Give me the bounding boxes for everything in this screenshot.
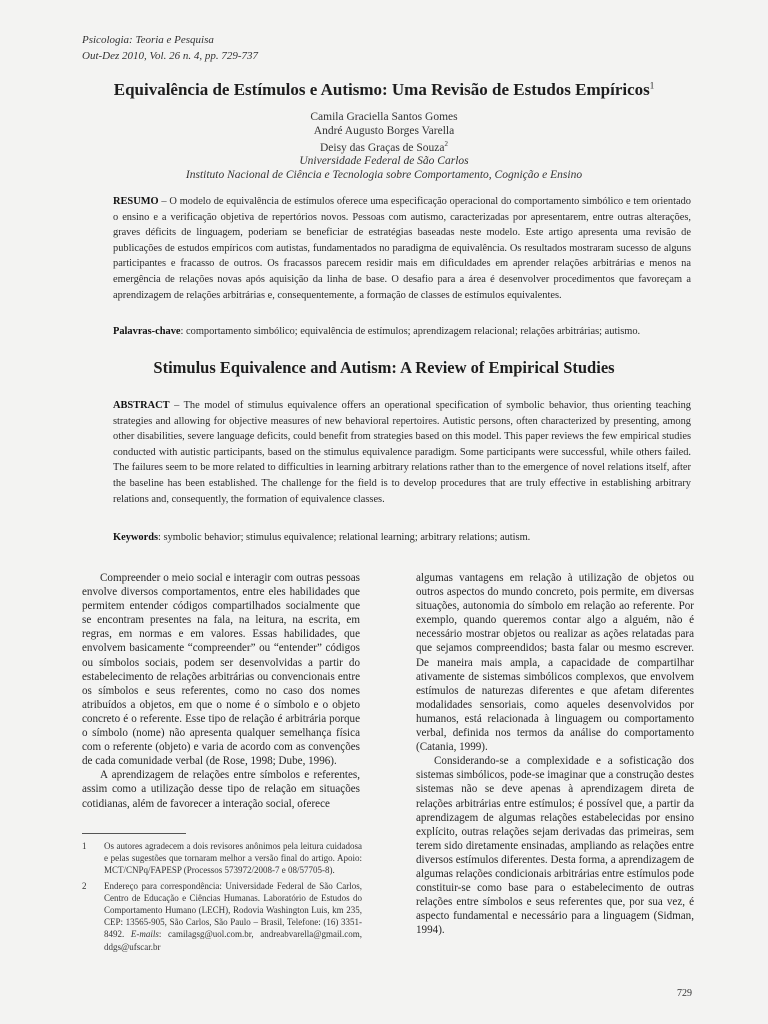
palavras-chave-text: : comportamento simbólico; equivalência de estímulos; aprendizagem relacional; relações arbitrárias; autismo. (180, 326, 641, 337)
footnote-text: Os autores agradecem a dois revisores anônimos pela leitura cuidadosa e pelas sugestões que tornaram melhor a versão final do artigo. Apoio: MCT/CNPq/FAPESP (Processos 573972/2008-7 e 08/57705-8). (104, 841, 362, 876)
resumo (113, 194, 691, 303)
page-number: 729 (677, 988, 692, 999)
institute: Instituto Nacional de Ciência e Tecnologia sobre Comportamento, Cognição e Ensino (185, 168, 583, 181)
body-column-left (82, 571, 360, 811)
footnote-number: 1 (82, 841, 87, 851)
abstract-label: ABSTRACT (113, 400, 170, 411)
keywords (113, 530, 691, 546)
footnote-text (104, 880, 362, 953)
body-paragraph: Compreender o meio social e interagir com outras pessoas envolve diversos comportamentos, entre eles habilidades que permitem entender códigos compartilhados socialmente que se encontram presentes na fala, na leitura, na escrita, em regras, em normas e em valores. Essas habilidades, que envolvem basicamente “compreender” ou “entender” códigos ou símbolos sociais, podem ser desenvolvidas a partir do estabelecimento de relações arbitrárias ou convencionais entre os símbolos e seus referentes, como no caso dos nomes atribuídos a objetos, em que o nome é o símbolo e o objeto concreto é o referente. Esse tipo de relação é arbitrária porque o símbolo (nome) não apresenta qualquer semelhança física com o referente (objeto) e varia de acordo com as convenções de cada comunidade verbal (de Rose, 1998; Dube, 1996). (82, 572, 360, 768)
author-2: André Augusto Borges Varella (313, 124, 455, 137)
author-block (60, 111, 708, 182)
footnote-number: 2 (82, 880, 87, 891)
author-3-name: Deisy das Graças de Souza (319, 141, 445, 154)
email-label: E-mails (130, 929, 159, 940)
author-3 (60, 138, 708, 155)
keywords-label: Keywords (113, 532, 159, 543)
article-title-en: Stimulus Equivalence and Autism: A Review of Empirical Studies (153, 358, 615, 377)
abstract (113, 398, 691, 507)
body-paragraph: A aprendizagem de relações entre símbolos e referentes, assim como a utilização desse tipo de relação em situações cotidianas, além de favorecer a interação social, oferece (82, 769, 360, 810)
footnote-divider (82, 833, 186, 834)
email-addresses: : camilagsg@uol.com.br, andreabvarella@gmail.com, ddgs@ufscar.br (104, 929, 363, 952)
journal-name: Psicologia: Teoria e Pesquisa (82, 34, 214, 46)
resumo-label: RESUMO (113, 196, 159, 207)
author-3-footnote-marker: 2 (444, 140, 449, 148)
journal-header (82, 32, 258, 64)
body-column-right (416, 571, 694, 937)
title-pt-text: Equivalência de Estímulos e Autismo: Uma Revisão de Estudos Empíricos (113, 80, 650, 99)
journal-issue: Out-Dez 2010, Vol. 26 n. 4, pp. 729-737 (82, 50, 258, 62)
body-paragraph: algumas vantagens em relação à utilização de objetos ou outros aspectos do mundo concreto, pois permite, em diversas situações, autonomia do símbolo em relação ao referente. Por exemplo, quando queremos contar algo a alguém, não é necessário mostrar objetos ou realizar as ações relatadas para que sejamos compreendidos; basta falar ou mesmo escrever. De maneira mais ampla, a capacidade de compartilhar ativamente de sistemas simbólicos complexos, que envolvem estímulos de naturezas diferentes e que afetam diferentes modalidades sensoriais, como aqueles desenvolvidos por humanos, está relacionada à linguagem ou comportamento verbal, definida nos termos da análise do comportamento (Catania, 1999). (416, 572, 694, 754)
footnote-2 (82, 880, 362, 953)
title-footnote-marker: 1 (649, 80, 655, 91)
resumo-text: – O modelo de equivalência de estímulos oferece uma especificação operacional do comportamento simbólico e tem orientado o ensino e a verificação objetiva de repertórios novos. Pessoas com autismo, caracterizadas por apresentarem, entre outras alterações, graves déficits de linguagem, poderiam se beneficiar de estratégias baseadas neste modelo. Este artigo apresenta uma revisão de publicações de estudos empíricos com autistas, fundamentados no paradigma de equivalência. Os resultados mostraram sucesso de alguns participantes e fracasso de outros. Os fracassos parecem residir mais em dificuldades em aprender relações arbitrárias e menos na emergência de relações novas após aquisição da linha de base. O desafio para a área é desenvolver procedimentos que favoreçam a aprendizagem de relações arbitrárias e, consequentemente, a formação de classes de estímulos equivalentes. (113, 196, 691, 301)
footnotes (82, 840, 362, 956)
palavras-chave-label: Palavras-chave (113, 326, 181, 337)
keywords-text: : symbolic behavior; stimulus equivalence; relational learning; arbitrary relations; autism. (158, 532, 531, 543)
body-paragraph: Considerando-se a complexidade e a sofisticação dos sistemas simbólicos, pode-se imaginar que a construção destes sistemas não se deve apenas à aprendizagem direta de relações arbitrárias entre estímulos; é possível que, a partir da aprendizagem de algumas relações estabelecidas por ensino explícito, outras relações sejam derivadas das primeiras, sem terem sido diretamente ensinadas, ampliando as relações entre diversos estímulos diferentes. Desta forma, a aprendizagem de algumas relações condicionais arbitrárias entre estímulos pode constituir-se como base para o estabelecimento de outras relações entre símbolos e seus referentes que, por sua vez, é aspecto fundamental e necessário para a linguagem (Sidman, 1994). (416, 755, 694, 937)
university: Universidade Federal de São Carlos (299, 155, 469, 168)
author-1: Camila Graciella Santos Gomes (310, 111, 458, 123)
footnote-address: Endereço para correspondência: Universidade Federal de São Carlos, Centro de Educação e Ciências Humanas. Laboratório de Estudos do Comportamento Humano (LECH), Rodovia Washington Luis, km 235, CEP: 13565-905, São Carlos, São Paulo – Brasil, Telefone: (16) 3351-8492. (104, 880, 362, 940)
footnote-1 (82, 840, 362, 877)
abstract-text: – The model of stimulus equivalence offers an operational specification of symbolic behavior, thus orienting teaching strategies and allowing for objective measures of new behavioral repertoires. Autistic persons, often characterized by presenting, among other disabilities, severe language deficits, could benefit from strategies based on this model. This paper reviews the few empirical studies conducted with autistic participants, based on the stimulus equivalence paradigm. Some participants were successful, while others failed. The failures seem to be more related to difficulties in learning arbitrary relations rather than to the emergence of novel relations itself, after the baseline has been established. The challenge for the field is to develop procedures that are truly effective in establishing arbitrary relations and, consequently, the formation of equivalence classes. (113, 400, 691, 505)
article-title-pt (60, 80, 708, 100)
palavras-chave (113, 324, 691, 340)
